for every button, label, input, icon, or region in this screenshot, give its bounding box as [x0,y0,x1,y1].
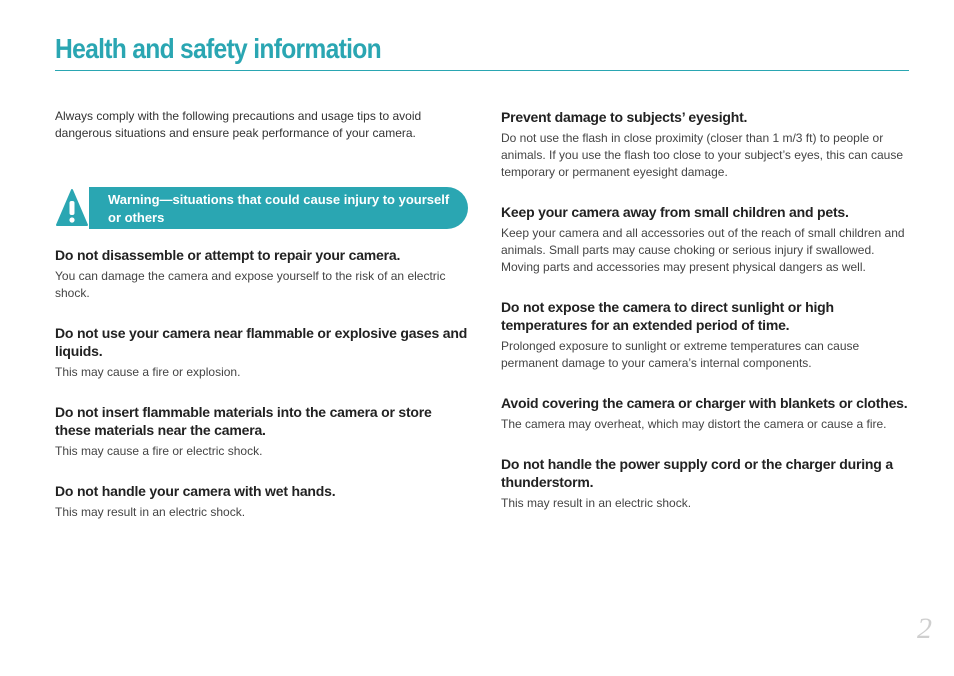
left-column [55,246,468,521]
safety-item-heading: Do not insert flammable materials into the camera or store these materials near the camera. [55,404,432,438]
safety-item-heading: Prevent damage to subjects’ eyesight. [501,109,748,125]
safety-item-heading: Avoid covering the camera or charger with blankets or clothes. [501,395,908,411]
safety-item [501,108,909,181]
safety-item [501,455,909,512]
warning-label: Warning—situations that could cause injury to yourself or others [108,192,450,225]
safety-item [55,403,468,460]
page-number: 2 [917,612,932,645]
safety-item [55,246,468,302]
safety-item [55,324,468,381]
safety-item [501,203,909,276]
safety-item-heading: Do not use your camera near flammable or explosive gases and liquids. [55,325,468,359]
right-column [501,108,909,512]
safety-item-body: Keep your camera and all accessories out of the reach of small children and animals. Small parts may cause choking or serious injury if swallowed. Moving parts and accessories may present physical dangers as well. [501,226,905,274]
safety-item-body: You can damage the camera and expose yourself to the risk of an electric shock. [55,269,446,300]
safety-item-body: This may cause a fire or electric shock. [55,444,263,458]
safety-item-body: This may result in an electric shock. [501,496,692,510]
page-title: Health and safety information [55,33,381,64]
safety-item [55,482,468,521]
safety-item-heading: Do not expose the camera to direct sunlight or high temperatures for an extended period of time. [501,299,834,333]
title-divider [55,70,909,71]
intro-text: Always comply with the following precautions and usage tips to avoid dangerous situations and ensure peak performance of your camera. [55,109,422,140]
safety-item-heading: Do not handle your camera with wet hands. [55,483,336,499]
safety-item-body: The camera may overheat, which may distort the camera or cause a fire. [501,417,887,431]
safety-item-body: Prolonged exposure to sunlight or extreme temperatures can cause permanent damage to your camera’s internal components. [501,339,860,370]
safety-item-body: This may cause a fire or explosion. [55,365,241,379]
warning-triangle-icon [55,187,89,229]
safety-item [501,394,909,433]
safety-item-body: Do not use the flash in close proximity (closer than 1 m/3 ft) to people or animals. If you use the flash too close to your subject’s eyes, this can cause temporary or permanent eyesight damage. [501,131,903,179]
safety-item-heading: Keep your camera away from small children and pets. [501,204,849,220]
safety-item-heading: Do not disassemble or attempt to repair your camera. [55,247,401,263]
warning-banner [55,187,468,229]
safety-item-heading: Do not handle the power supply cord or the charger during a thunderstorm. [501,456,893,490]
safety-item [501,298,909,372]
safety-item-body: This may result in an electric shock. [55,505,246,519]
